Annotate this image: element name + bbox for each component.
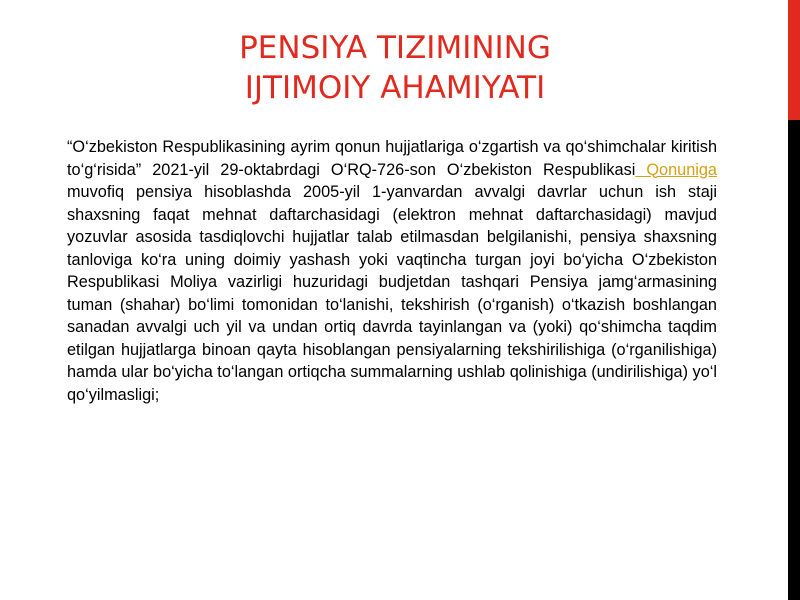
law-link[interactable]: Qonuniga [635, 160, 717, 179]
title-line-2: IJTIMOIY AHAMIYATI [244, 70, 546, 106]
body-paragraph [67, 136, 717, 406]
accent-bar-red [788, 0, 800, 120]
body-text-after-link: muvofiq pensiya hisoblashda 2005-yil 1-yanvardan avvalgi davrlar uchun ish staji shaxsning faqat mehnat daftarchasidagi (elektron mehnat daftarchasidagi) mavjud yozuvlar asosida tasdiqlovchi hujjatlar talab etilmasdan belgilanishi, pensiya shaxsning tanloviga ko‘ra uning doimiy yashash yoki vaqtincha turgan joyi bo‘yicha O‘zbekiston Respublikasi Moliya vazirligi huzuridagi budjetdan tashqari Pensiya jamg‘armasining tuman (shahar) bo‘limi tomonidan to‘lanishi, tekshirish (o‘rganish) o‘tkazish boshlangan sanadan avvalgi uch yil va undan ortiq davrda tayinlangan va (yoki) qo‘shimcha taqdim etilgan hujjatlarga binoan qayta hisoblangan pensiyalarning tekshirilishiga (o‘rganilishiga) hamda ular bo‘yicha to‘langan ortiqcha summalarning ushlab qolinishiga (undirilishiga) yo‘l qo‘yilmasligi; [67, 183, 717, 404]
body-text-before-link: “O‘zbekiston Respublikasining ayrim qonun hujjatlariga o‘zgartish va qo‘shimchalar kiritish to‘g‘risida” 2021-yil 29-oktabrdagi O‘RQ-726-son O‘zbekiston Respublikasi [67, 138, 717, 179]
title-line-1: PENSIYA TIZIMINING [239, 30, 551, 66]
slide-title [150, 28, 640, 108]
accent-bar-black [788, 120, 800, 600]
